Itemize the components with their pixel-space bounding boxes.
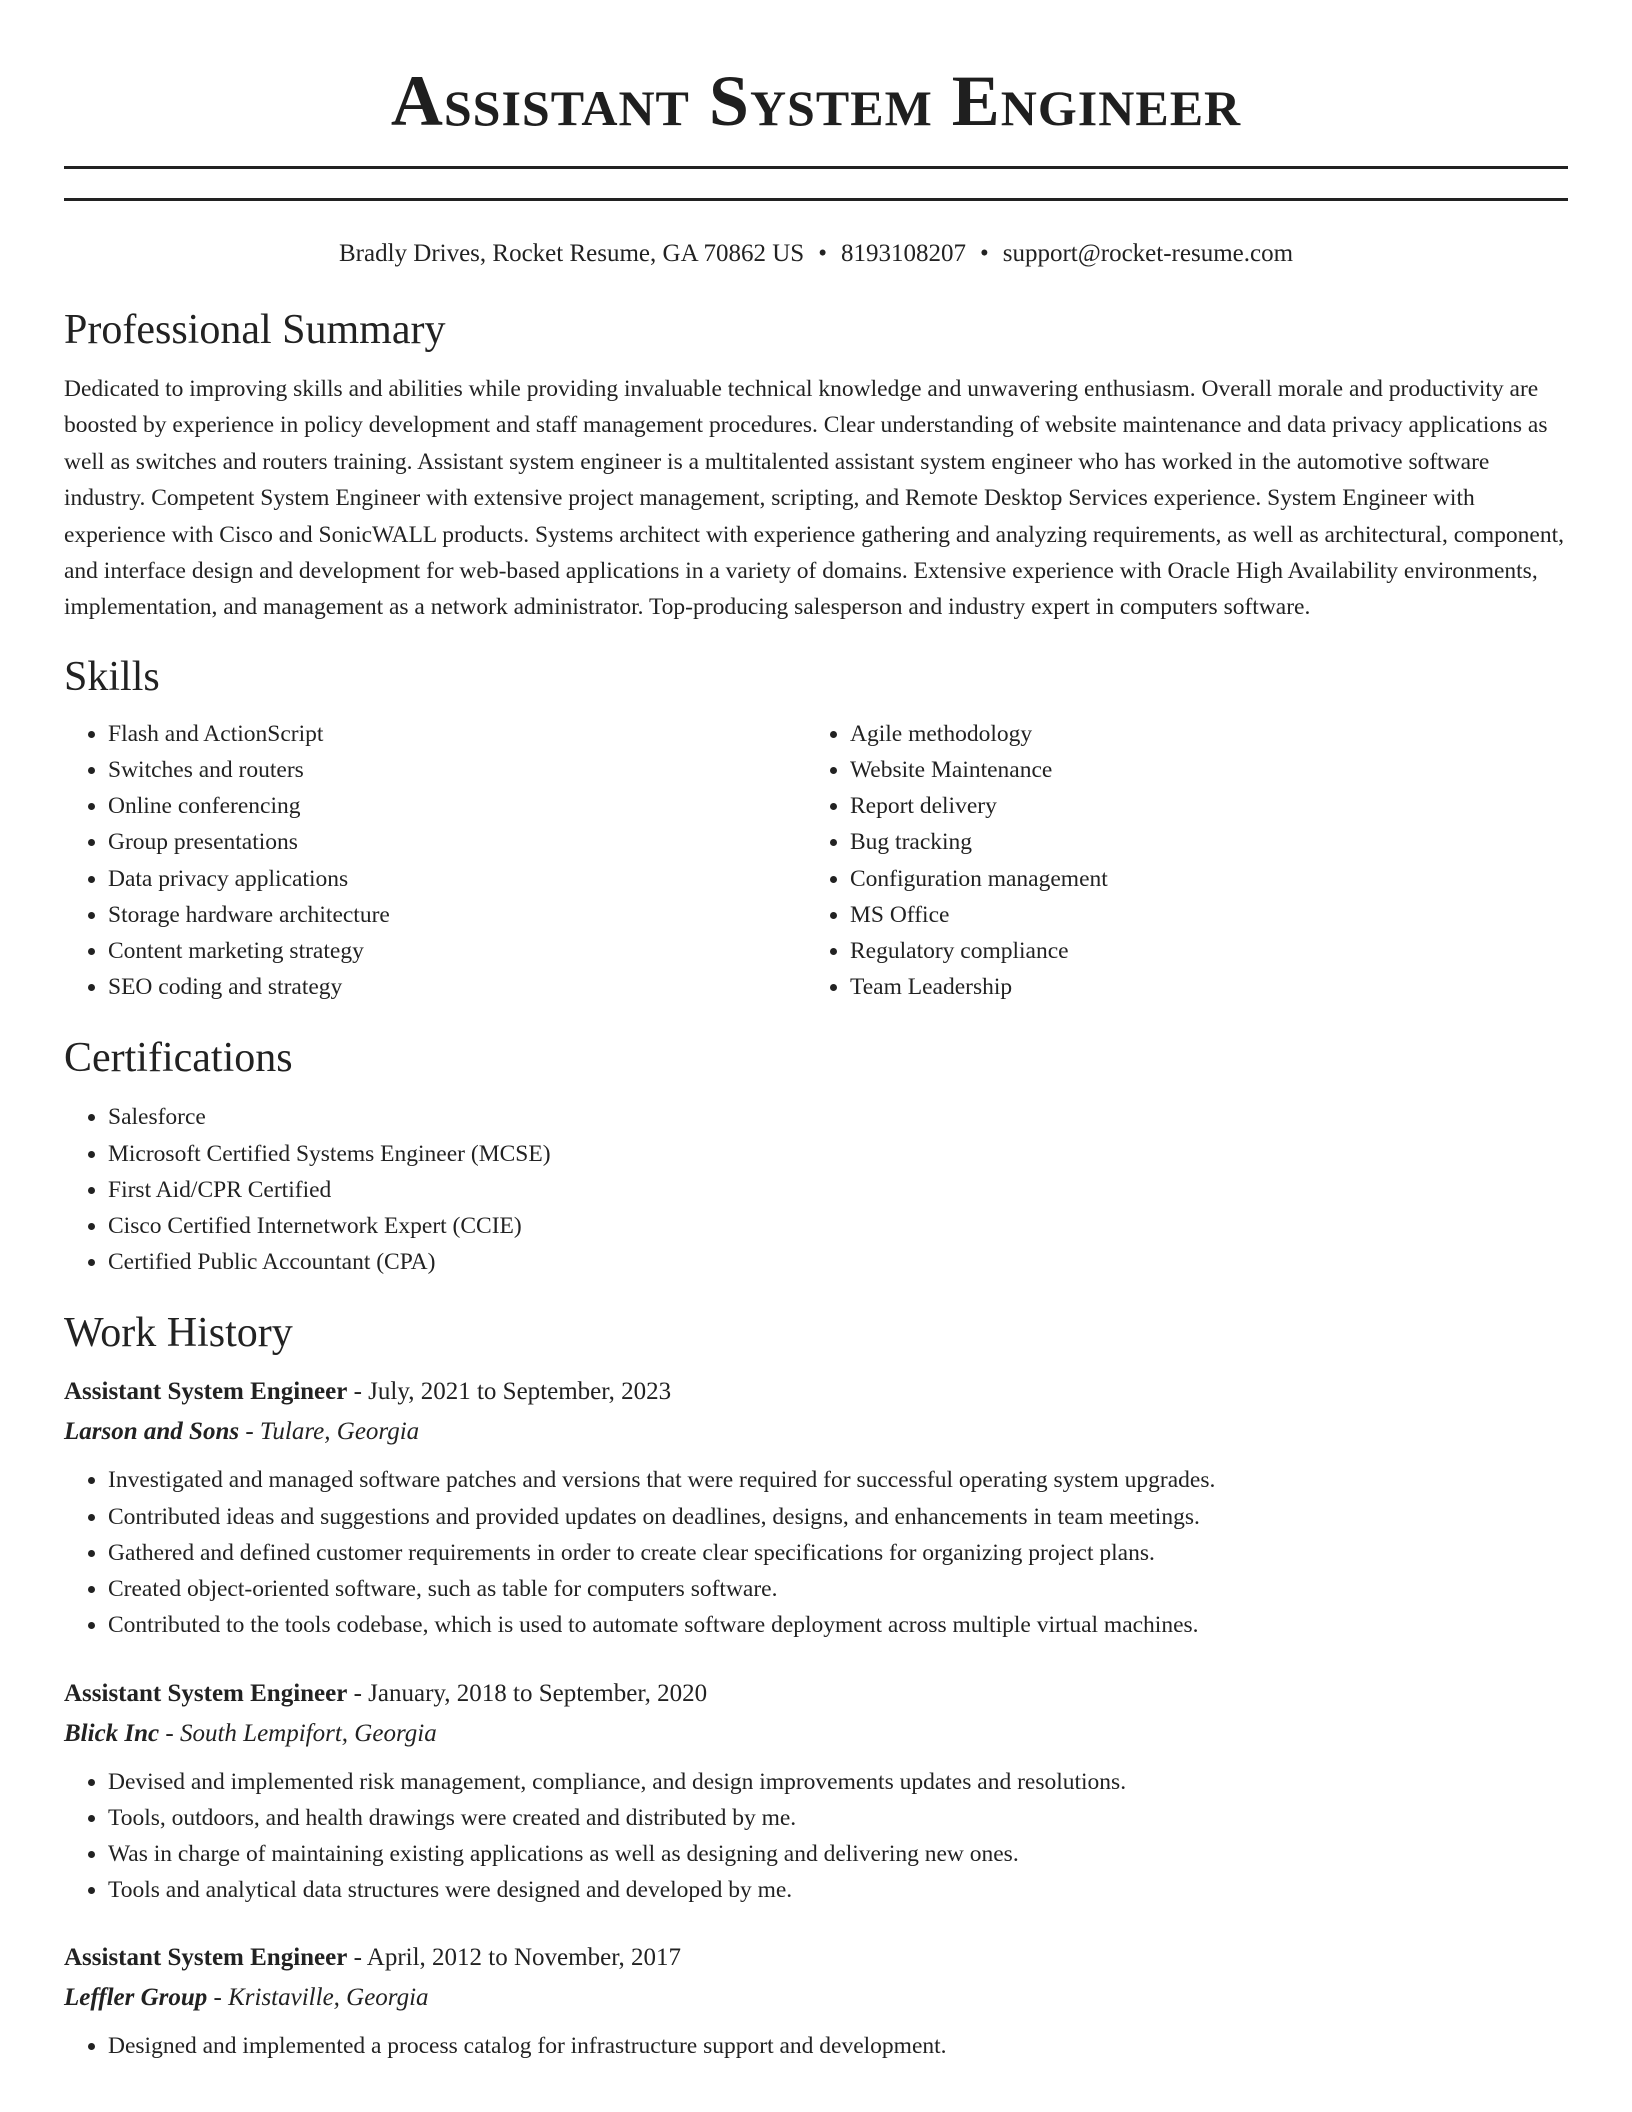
job-dates: - July, 2021 to September, 2023 bbox=[347, 1378, 672, 1406]
certification-item: • Salesforce bbox=[108, 1099, 1568, 1135]
skills-columns bbox=[64, 716, 1568, 1006]
skill-item: • Agile methodology bbox=[850, 716, 1568, 752]
skill-item: • Content marketing strategy bbox=[108, 933, 806, 969]
job-duty: • Devised and implemented risk management, compliance, and design improvements updates and resolutions. bbox=[108, 1764, 1568, 1800]
job-duty: • Created object-oriented software, such as table for computers software. bbox=[108, 1571, 1568, 1607]
skill-item: • Data privacy applications bbox=[108, 861, 806, 897]
certification-item: • Certified Public Accountant (CPA) bbox=[108, 1244, 1568, 1280]
job-entry bbox=[64, 1372, 1568, 1643]
skill-item: • Report delivery bbox=[850, 788, 1568, 824]
skills-list-right bbox=[806, 716, 1568, 1006]
job-location: - South Lempifort, Georgia bbox=[159, 1719, 437, 1747]
skill-item: • Online conferencing bbox=[108, 788, 806, 824]
contact-separator: • bbox=[818, 240, 827, 267]
contact-line bbox=[64, 237, 1568, 271]
skill-item: • Flash and ActionScript bbox=[108, 716, 806, 752]
job-duty: • Designed and implemented a process catalog for infrastructure support and development. bbox=[108, 2028, 1568, 2064]
job-dates: - January, 2018 to September, 2020 bbox=[347, 1679, 708, 1707]
job-location: - Kristaville, Georgia bbox=[207, 1984, 429, 2012]
resume-page bbox=[64, 0, 1568, 2065]
job-duties-list bbox=[64, 1462, 1568, 1643]
job-role: Assistant System Engineer bbox=[64, 1378, 348, 1406]
job-duties-list bbox=[64, 1764, 1568, 1909]
skill-item: • Group presentations bbox=[108, 824, 806, 860]
certification-item: • First Aid/CPR Certified bbox=[108, 1172, 1568, 1208]
skill-item: • Switches and routers bbox=[108, 752, 806, 788]
skill-item: • Website Maintenance bbox=[850, 752, 1568, 788]
job-duty: • Investigated and managed software patches and versions that were required for successful operating system upgrades. bbox=[108, 1462, 1568, 1498]
certifications-list bbox=[64, 1099, 1568, 1280]
job-dates: - April, 2012 to November, 2017 bbox=[347, 1944, 682, 1972]
contact-address: Bradly Drives, Rocket Resume, GA 70862 US bbox=[338, 240, 805, 267]
page-title: Assistant System Engineer bbox=[390, 61, 1242, 141]
section-heading-summary: Professional Summary bbox=[64, 307, 446, 353]
job-entry bbox=[64, 1674, 1568, 1909]
summary-text: Dedicated to improving skills and abilities while providing invaluable technical knowledge and unwavering enthusiasm. Overall morale and productivity are boosted by experience in policy development and staff management procedures. Clear understanding of website maintenance and data privacy applications as well as switches and routers training. Assistant system engineer is a multitalented assistant system engineer who has worked in the automotive software industry. Competent System Engineer with extensive project management, scripting, and Remote Desktop Services experience. System Engineer with experience with Cisco and SonicWALL products. Systems architect with experience gathering and analyzing requirements, as well as architectural, component, and interface design and development for web-based applications in a variety of domains. Extensive experience with Oracle High Availability environments, implementation, and management as a network administrator. Top-producing salesperson and industry expert in computers software. bbox=[64, 376, 1565, 621]
skill-item: • Bug tracking bbox=[850, 824, 1568, 860]
job-company: Larson and Sons bbox=[64, 1418, 240, 1446]
skill-item: • Regulatory compliance bbox=[850, 933, 1568, 969]
job-role: Assistant System Engineer bbox=[64, 1679, 348, 1707]
skill-item: • Team Leadership bbox=[850, 969, 1568, 1005]
skills-list-left bbox=[64, 716, 806, 1006]
job-title-line bbox=[64, 1674, 1568, 1714]
job-company-line bbox=[64, 1412, 1568, 1452]
skill-item: • Storage hardware architecture bbox=[108, 897, 806, 933]
job-company: Blick Inc bbox=[64, 1719, 160, 1747]
skill-item: • Configuration management bbox=[850, 861, 1568, 897]
contact-separator: • bbox=[979, 240, 989, 267]
job-company: Leffler Group bbox=[64, 1984, 208, 2012]
job-entry bbox=[64, 1938, 1568, 2064]
skill-item: • MS Office bbox=[850, 897, 1568, 933]
certification-item: • Microsoft Certified Systems Engineer (MCSE) bbox=[108, 1136, 1568, 1172]
job-duty: • Gathered and defined customer requirements in order to create clear specifications for organizing project plans. bbox=[108, 1535, 1568, 1571]
job-duty: • Was in charge of maintaining existing applications as well as designing and delivering new ones. bbox=[108, 1836, 1568, 1872]
skill-item: • SEO coding and strategy bbox=[108, 969, 806, 1005]
contact-phone: 8193108207 bbox=[840, 240, 966, 267]
job-duty: • Tools and analytical data structures were designed and developed by me. bbox=[108, 1872, 1568, 1908]
job-duty: • Tools, outdoors, and health drawings were created and distributed by me. bbox=[108, 1800, 1568, 1836]
job-title-line bbox=[64, 1372, 1568, 1412]
job-company-line bbox=[64, 1978, 1568, 2018]
section-heading-work-history: Work History bbox=[64, 1310, 293, 1357]
job-duty: • Contributed to the tools codebase, which is used to automate software deployment across multiple virtual machines. bbox=[108, 1607, 1568, 1643]
job-title-line bbox=[64, 1938, 1568, 1978]
job-duties-list bbox=[64, 2028, 1568, 2064]
section-heading-skills: Skills bbox=[64, 653, 160, 700]
job-role: Assistant System Engineer bbox=[64, 1944, 348, 1972]
certification-item: • Cisco Certified Internetwork Expert (CCIE) bbox=[108, 1208, 1568, 1244]
job-location: - Tulare, Georgia bbox=[239, 1418, 420, 1446]
job-duty: • Contributed ideas and suggestions and provided updates on deadlines, designs, and enhancements in team meetings. bbox=[108, 1499, 1568, 1535]
job-company-line bbox=[64, 1714, 1568, 1754]
title-divider-bottom bbox=[64, 198, 1568, 201]
section-heading-certifications: Certifications bbox=[64, 1035, 293, 1082]
contact-email: support@rocket-resume.com bbox=[1002, 240, 1294, 267]
